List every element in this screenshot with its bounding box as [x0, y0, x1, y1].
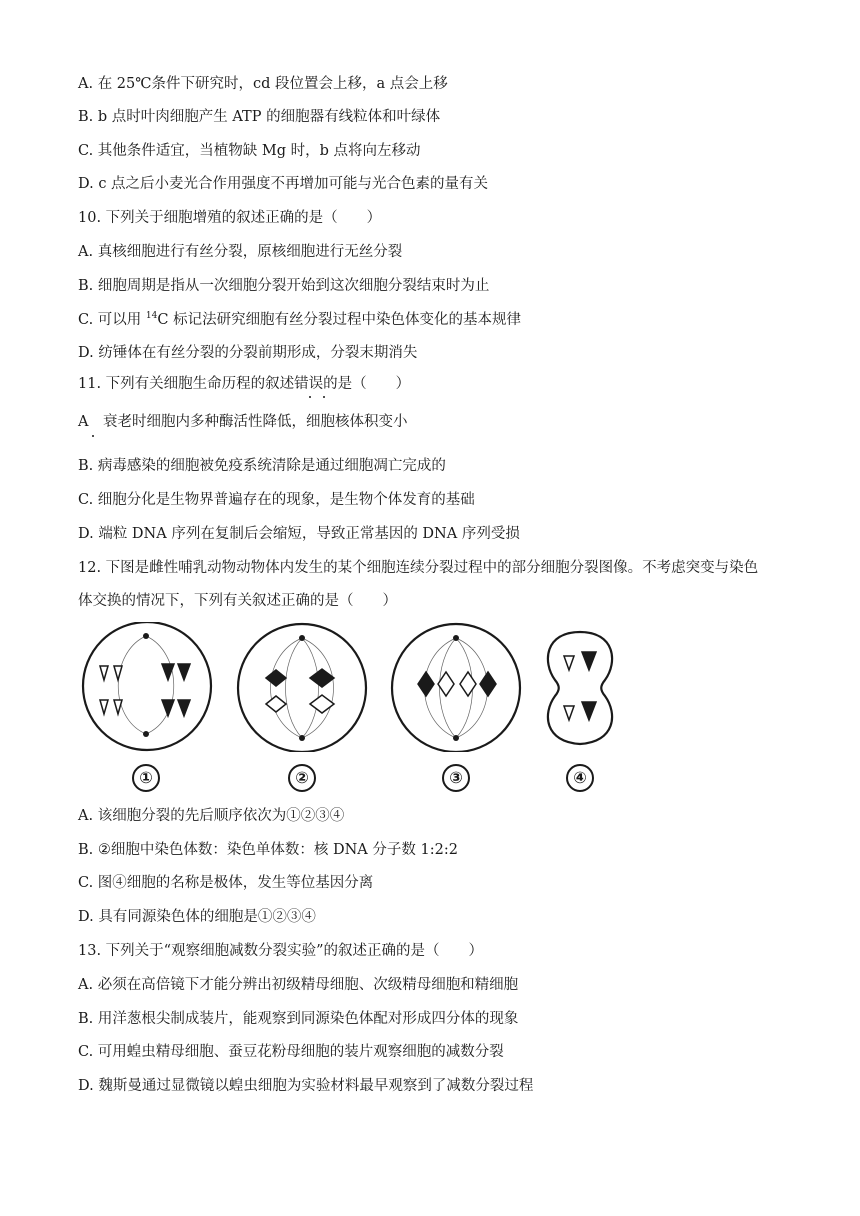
emphasis-dot [92, 435, 94, 437]
q13-option-c: C. 可用蝗虫精母细胞、蚕豆花粉母细胞的装片观察细胞的减数分裂 [78, 1044, 504, 1060]
q12-stem-line2: 体交换的情况下，下列有关叙述正确的是（ ） [78, 593, 397, 609]
q13-stem: 13. 下列关于“观察细胞减数分裂实验”的叙述正确的是（ ） [78, 943, 483, 959]
figure-label-4: ④ [566, 764, 594, 792]
q11-stem: 11. 下列有关细胞生命历程的叙述错误的是（ ） [78, 376, 411, 392]
figure-label-1: ① [132, 764, 160, 792]
q11-option-a: A 衰老时细胞内多种酶活性降低，细胞核体积变小 [78, 414, 408, 430]
q10-stem: 10. 下列关于细胞增殖的叙述正确的是（ ） [78, 210, 382, 226]
cell-division-diagrams [70, 622, 630, 752]
q10-option-d: D. 纺锤体在有丝分裂的分裂前期形成，分裂末期消失 [78, 345, 418, 361]
q9-option-d: D. c 点之后小麦光合作用强度不再增加可能与光合色素的量有关 [78, 176, 489, 192]
q10-option-c-isotope: 14 [145, 311, 158, 322]
cell-division-figure [70, 622, 630, 802]
emphasis-dot [309, 396, 311, 398]
figure-label-2: ② [288, 764, 316, 792]
cell-3-membrane [392, 624, 520, 752]
q10-option-b: B. 细胞周期是指从一次细胞分裂开始到这次细胞分裂结束时为止 [78, 278, 490, 294]
q9-option-a: A. 在 25℃条件下研究时，cd 段位置会上移，a 点会上移 [78, 76, 448, 92]
cell-2-membrane [238, 624, 366, 752]
cell-4-membrane [548, 632, 612, 744]
q10-option-a: A. 真核细胞进行有丝分裂，原核细胞进行无丝分裂 [78, 244, 403, 260]
q12-option-a: A. 该细胞分裂的先后顺序依次为①②③④ [78, 808, 345, 824]
q10-option-c-pre: C. 可以用 [78, 312, 146, 328]
q12-option-c: C. 图④细胞的名称是极体，发生等位基因分离 [78, 875, 374, 891]
q11-option-c: C. 细胞分化是生物界普遍存在的现象，是生物个体发育的基础 [78, 492, 475, 508]
q11-option-b: B. 病毒感染的细胞被免疫系统清除是通过细胞凋亡完成的 [78, 458, 446, 474]
q12-stem-line1: 12. 下图是雌性哺乳动物动物体内发生的某个细胞连续分裂过程中的部分细胞分裂图像。不考虑突变与染色 [78, 560, 759, 576]
q13-option-b: B. 用洋葱根尖制成装片，能观察到同源染色体配对形成四分体的现象 [78, 1011, 519, 1027]
q9-option-c: C. 其他条件适宜，当植物缺 Mg 时，b 点将向左移动 [78, 143, 421, 159]
q10-option-c-post: C 标记法研究细胞有丝分裂过程中染色体变化的基本规律 [157, 312, 522, 328]
q10-option-c [78, 310, 521, 330]
q11-option-d: D. 端粒 DNA 序列在复制后会缩短，导致正常基因的 DNA 序列受损 [78, 526, 520, 542]
q9-option-b: B. b 点时叶肉细胞产生 ATP 的细胞器有线粒体和叶绿体 [78, 109, 441, 125]
figure-label-3: ③ [442, 764, 470, 792]
q13-option-d: D. 魏斯曼通过显微镜以蝗虫细胞为实验材料最早观察到了减数分裂过程 [78, 1078, 534, 1094]
emphasis-dot [323, 396, 325, 398]
q13-option-a: A. 必须在高倍镜下才能分辨出初级精母细胞、次级精母细胞和精细胞 [78, 977, 519, 993]
q12-option-b: B. ②细胞中染色体数：染色单体数：核 DNA 分子数 1:2:2 [78, 842, 458, 858]
cell-1-membrane [83, 622, 211, 750]
q12-option-d: D. 具有同源染色体的细胞是①②③④ [78, 909, 316, 925]
